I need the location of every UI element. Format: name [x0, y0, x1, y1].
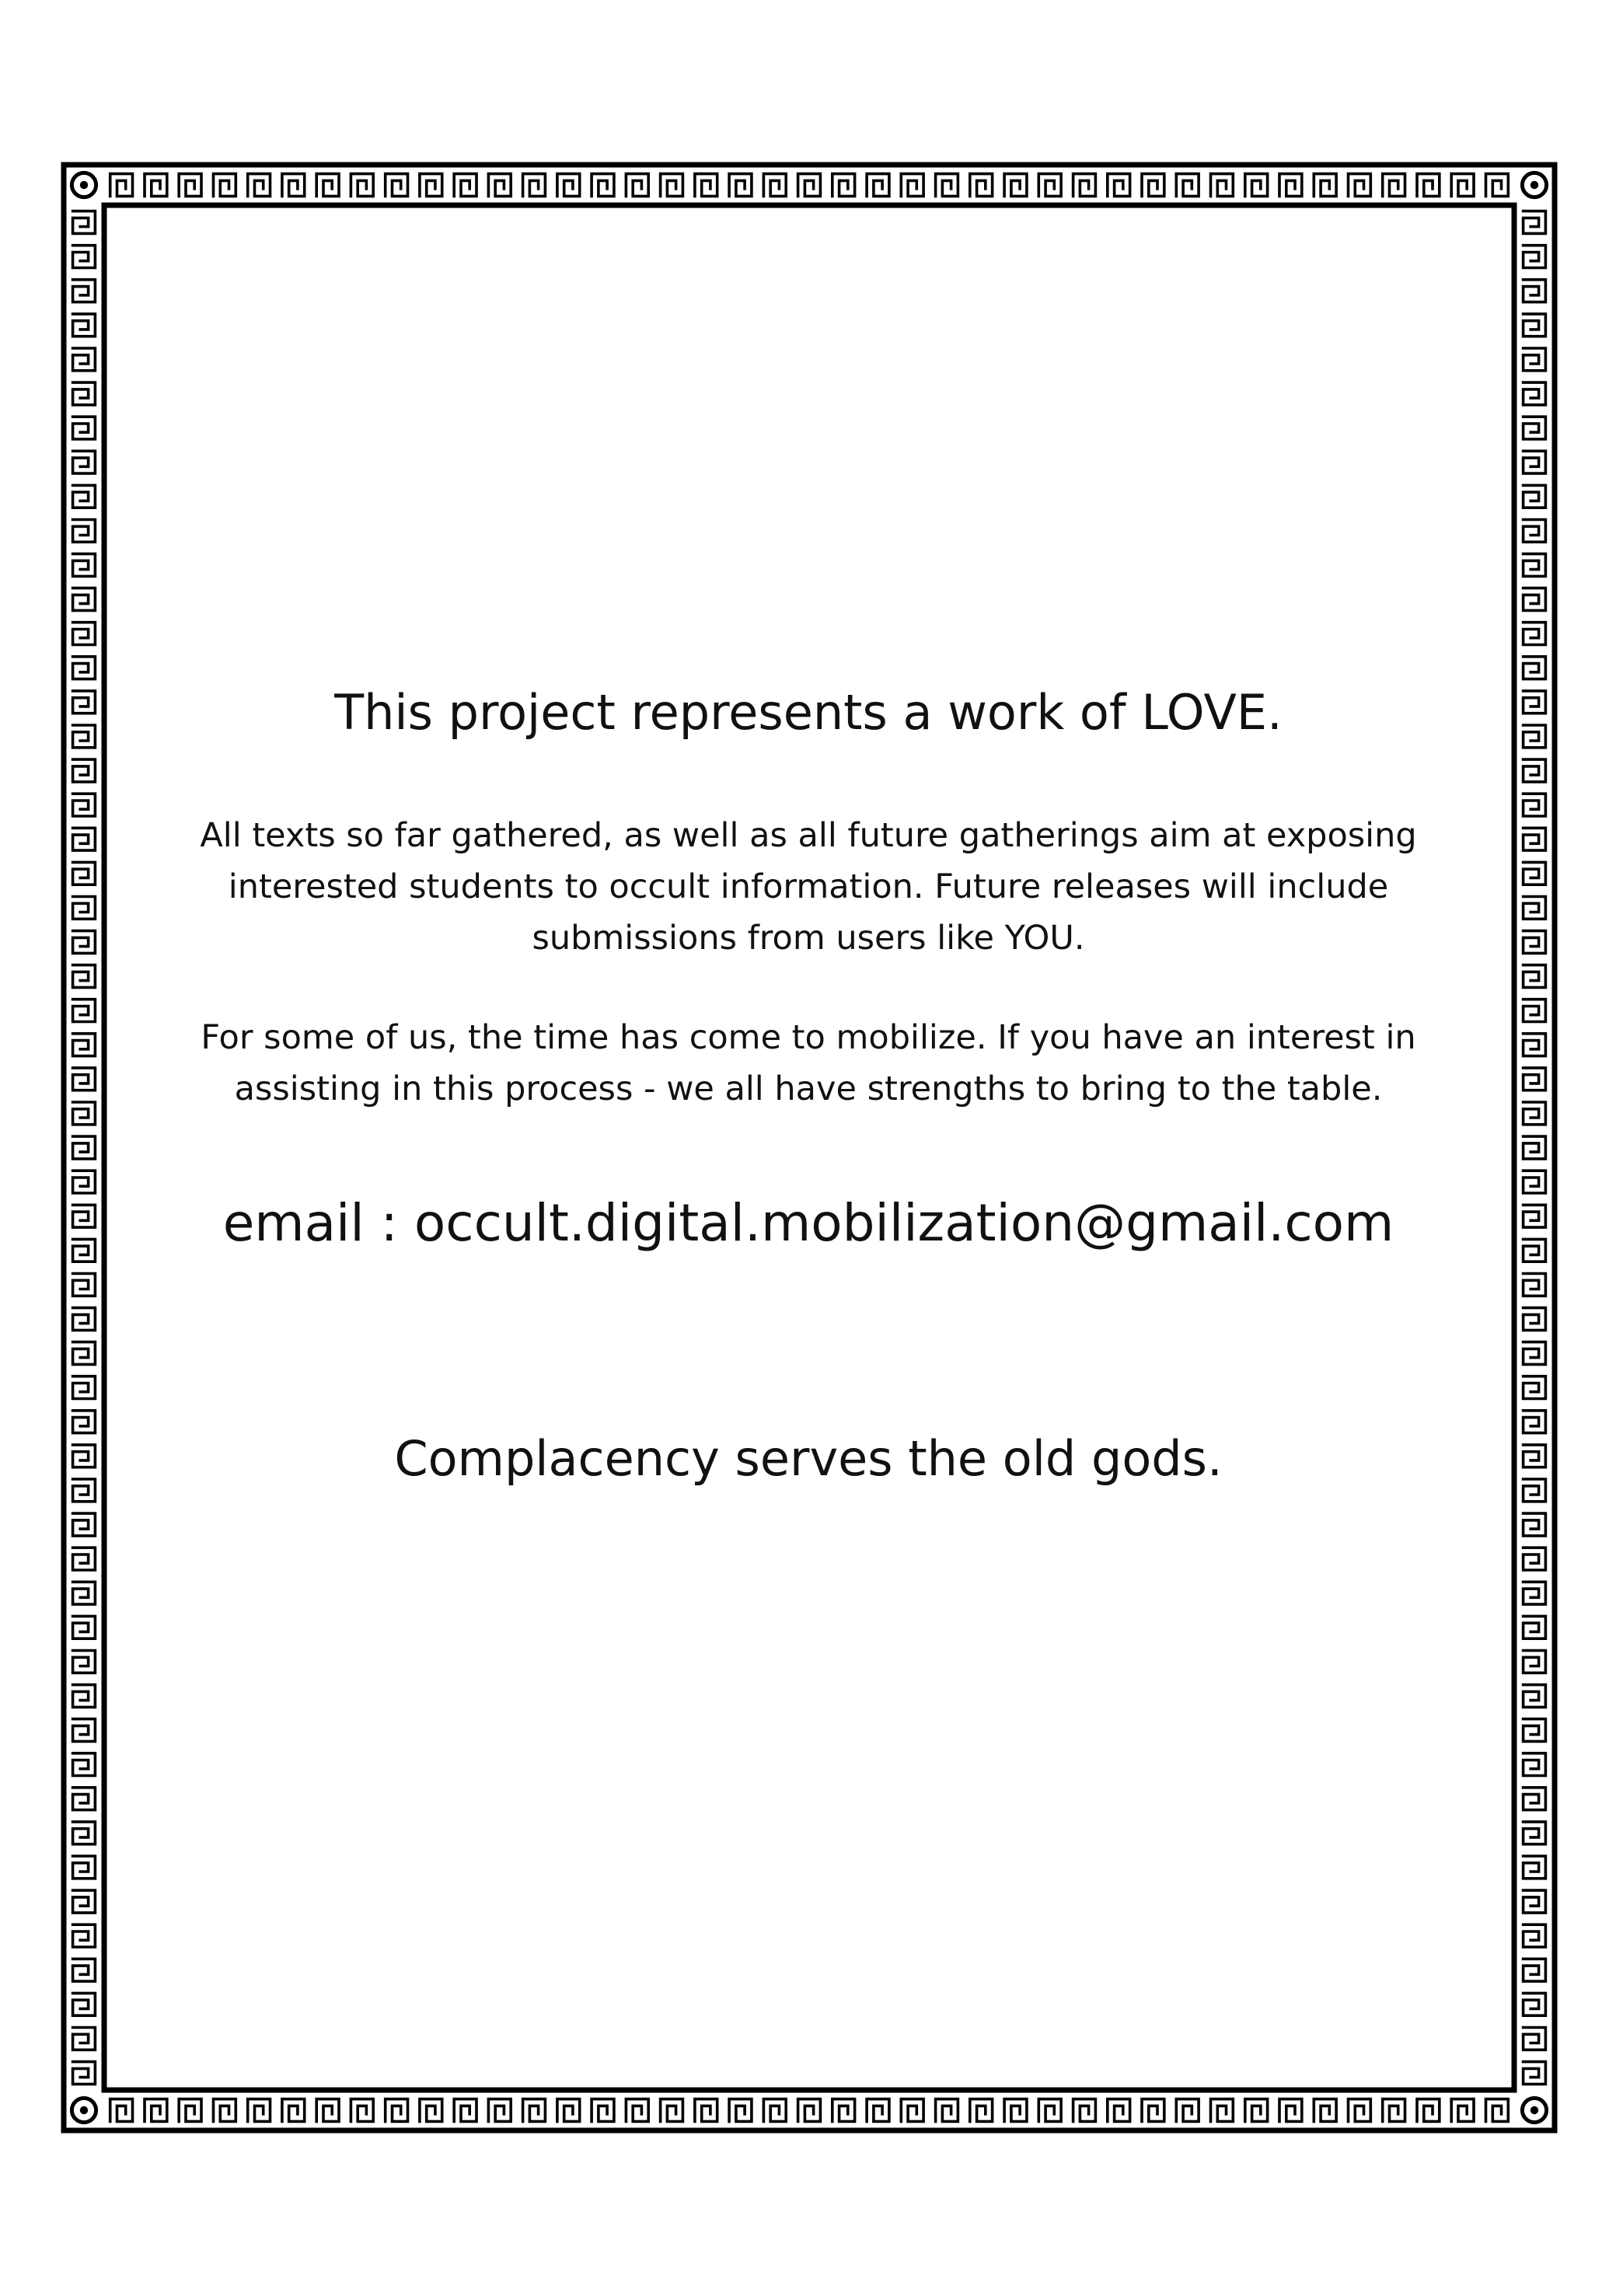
page-heading: This project represents a work of LOVE. — [334, 684, 1283, 741]
content-area — [109, 202, 1508, 2067]
mobilize-line-2: assisting in this process - we all have strengths to bring to the table. — [234, 1069, 1383, 1108]
contact-email[interactable]: email : occult.digital.mobilization@gmail.com — [222, 1193, 1394, 1253]
intro-line-1: All texts so far gathered, as well as all future gatherings aim at exposing — [200, 816, 1417, 855]
closing-statement: Complacency serves the old gods. — [394, 1430, 1223, 1487]
intro-line-2: interested students to occult information. Future releases will include — [228, 867, 1389, 906]
intro-line-3: submissions from users like YOU. — [532, 919, 1085, 958]
mobilize-line-1: For some of us, the time has come to mobilize. If you have an interest in — [201, 1018, 1416, 1057]
